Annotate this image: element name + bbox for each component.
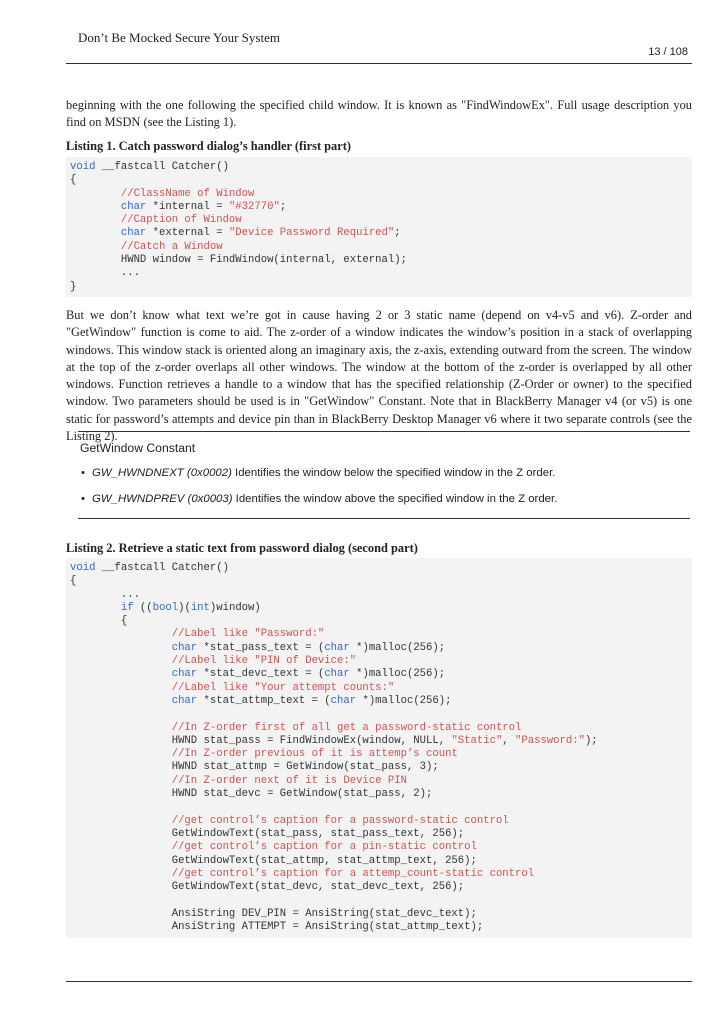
constant-name: GW_HWNDNEXT (0x0002)	[92, 467, 232, 479]
listing-1-caption: Listing 1. Catch password dialog’s handler (first part)	[66, 139, 352, 153]
code-line: //get control’s caption for a attemp_count-static control	[171, 867, 535, 880]
code-line: }	[70, 280, 77, 293]
code-line: GetWindowText(stat_attmp, stat_attmp_text, 256);	[70, 854, 477, 867]
page-header-title: Don’t Be Mocked Secure Your System	[78, 30, 280, 45]
list-item	[78, 492, 688, 506]
code-line: HWND stat_attmp = GetWindow(stat_pass, 3);	[70, 761, 439, 774]
listing-2-caption: Listing 2. Retrieve a static text from password dialog (second part)	[66, 541, 418, 555]
code-line: AnsiString DEV_PIN = AnsiString(stat_devc_text);	[70, 907, 477, 920]
footer-rule	[66, 981, 692, 982]
code-line: ...	[70, 267, 140, 280]
code-line: //ClassName of Window	[120, 187, 255, 200]
code-line: GetWindowText(stat_devc, stat_devc_text, 256);	[70, 881, 465, 894]
code-line: if ((bool)(int)window)	[120, 601, 261, 614]
page-number: 13 / 108	[648, 46, 688, 58]
code-line: //In Z-order next of it is Device PIN	[171, 774, 407, 787]
getwindow-constant-box	[78, 431, 690, 519]
constant-name: GW_HWNDPREV (0x0003)	[92, 493, 233, 505]
constant-list	[78, 466, 688, 518]
bullet-icon: •	[81, 493, 85, 505]
code-line: //In Z-order previous of it is attemp’s count	[171, 748, 458, 761]
code-line: char *internal = "#32770";	[120, 200, 287, 213]
code-line: char *stat_attmp_text = (char *)malloc(256);	[171, 694, 452, 707]
code-line: //In Z-order first of all get a password-static control	[171, 721, 522, 734]
code-line: {	[70, 615, 128, 628]
code-line: char *external = "Device Password Required";	[120, 227, 401, 240]
body-paragraph: But we don’t know what text we’re got in cause having 2 or 3 static name (depend on v4-v5 and v6). Z-order and "GetWindow" function is come to aid. The z-order of a window indicates the window’s position in a stack of overlapping windows. This window stack is oriented along an imaginary axis, the z-axis, extending outward from the screen. The window at the top of the z-order overlaps all other windows. The window at the bottom of the z-order is overlapped by all other windows. Function retrieves a handle to a window that has the specified relationship (Z-Order or owner) to the specified window. Two parameters should be used is in "GetWindow" Constant. Note that in BlackBerry Manager v4 (or v5) is one static for password’s attempts and device pin than in BlackBerry Desktop Manager v6 where it two separate controls (see the Listing 2).	[66, 308, 692, 444]
code-line: HWND stat_pass = FindWindowEx(window, NULL, "Static", "Password:");	[70, 734, 598, 747]
code-line: AnsiString ATTEMPT = AnsiString(stat_attmp_text);	[70, 921, 484, 934]
constant-box-title: GetWindow Constant	[80, 441, 196, 455]
list-item	[78, 466, 688, 480]
code-line: {	[70, 575, 77, 588]
code-line: ...	[70, 588, 140, 601]
code-line: char *stat_devc_text = (char *)malloc(256);	[171, 668, 446, 681]
code-line: void __fastcall Catcher()	[70, 161, 229, 173]
code-line: //get control’s caption for a pin-static control	[171, 841, 477, 854]
constant-description: Identifies the window above the specified window in the Z order.	[232, 493, 558, 505]
code-line: HWND stat_devc = GetWindow(stat_pass, 2);	[70, 788, 433, 801]
header-rule	[66, 63, 692, 64]
code-line	[66, 894, 692, 907]
listing-2-code	[66, 558, 692, 938]
code-line	[66, 708, 692, 721]
listing-1-code	[66, 157, 692, 297]
code-line: //Label like "Your attempt counts:"	[171, 681, 395, 694]
code-line: GetWindowText(stat_pass, stat_pass_text, 256);	[70, 827, 465, 840]
code-line	[66, 801, 692, 814]
code-line: //Label like "PIN of Device:"	[171, 655, 357, 668]
code-line: {	[70, 174, 77, 187]
code-line: char *stat_pass_text = (char *)malloc(256);	[171, 641, 446, 654]
bullet-icon: •	[81, 467, 85, 479]
code-line: void __fastcall Catcher()	[70, 562, 229, 574]
code-line: //Catch a Window	[120, 240, 223, 253]
code-line: //Label like "Password:"	[171, 628, 325, 641]
intro-paragraph: beginning with the one following the specified child window. It is known as "FindWindowEx". Full usage description you find on MSDN (see the Listing 1).	[66, 98, 692, 130]
code-line: //get control’s caption for a password-static control	[171, 814, 509, 827]
code-line: HWND window = FindWindow(internal, external);	[70, 254, 407, 267]
constant-description: Identifies the window below the specified window in the Z order.	[231, 467, 556, 479]
code-line: //Caption of Window	[120, 214, 242, 227]
